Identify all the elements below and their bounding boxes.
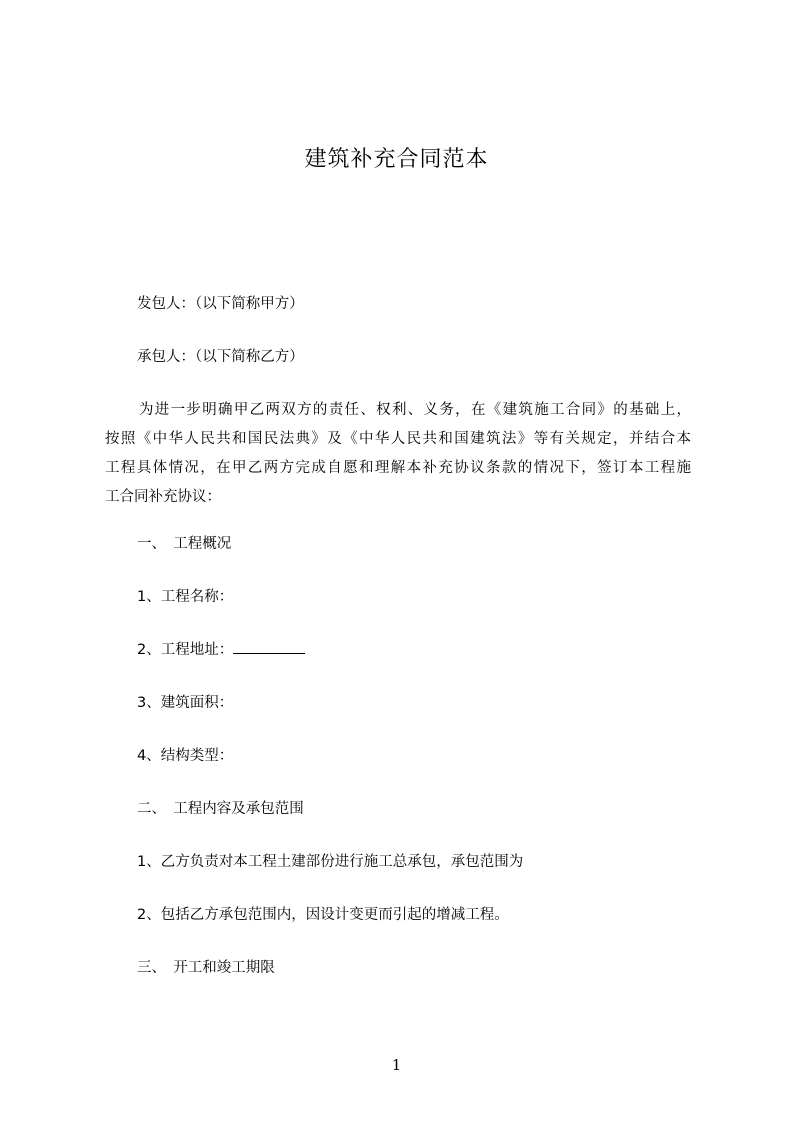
section-3-heading: 三、 开工和竣工期限 — [137, 960, 275, 976]
section-1-heading: 一、 工程概况 — [137, 536, 232, 552]
scope-item-1: 1、乙方负责对本工程土建部份进行施工总承包，承包范围为 — [137, 854, 524, 870]
intro-line: 为进一步明确甲乙两双方的责任、权利、义务，在《建筑施工合同》的基础上， — [139, 402, 691, 418]
party-a-line: 发包人：（以下简称甲方） — [137, 296, 304, 312]
section-2-heading: 二、 工程内容及承包范围 — [137, 801, 304, 817]
scope-item-2: 2、包括乙方承包范围内，因设计变更而引起的增减工程。 — [137, 907, 509, 923]
project-address-item — [137, 638, 305, 659]
building-area-item: 3、建筑面积： — [137, 695, 234, 711]
project-address-label: 2、工程地址： — [137, 642, 234, 658]
document-title: 建筑补充合同范本 — [304, 147, 489, 172]
structure-type-item: 4、结构类型： — [137, 748, 234, 764]
intro-line: 按照《中华人民共和国民法典》及《中华人民共和国建筑法》等有关规定，并结合本 — [105, 431, 691, 447]
page-number: 1 — [391, 1056, 402, 1074]
intro-line: 工合同补充协议： — [105, 489, 221, 505]
address-blank-line — [233, 639, 305, 654]
intro-line: 工程具体情况，在甲乙两方完成自愿和理解本补充协议条款的情况下，签订本工程施 — [105, 460, 691, 476]
intro-paragraph — [105, 396, 691, 512]
project-name-item: 1、工程名称： — [137, 589, 234, 605]
party-b-line: 承包人：（以下简称乙方） — [137, 349, 304, 365]
